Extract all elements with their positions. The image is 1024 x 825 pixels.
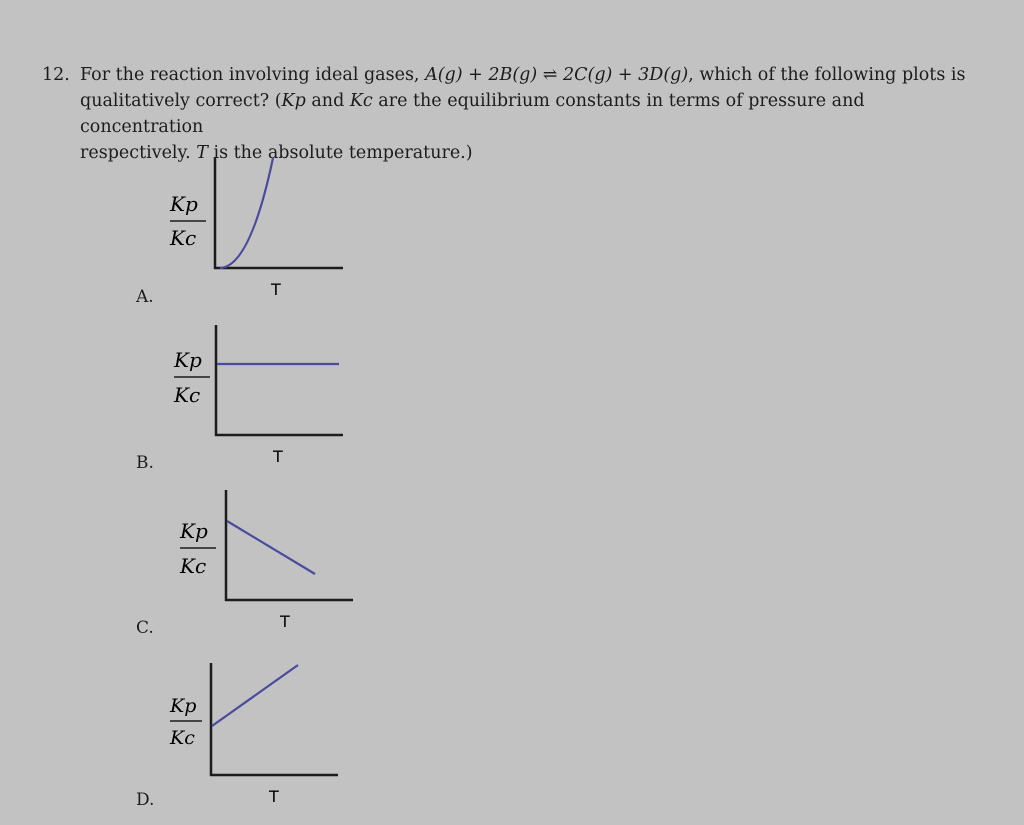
y-label-numerator: Kp <box>180 519 208 543</box>
option-b[interactable] <box>130 315 360 480</box>
question-text-part: qualitatively correct? ( <box>80 91 282 111</box>
x-label: T <box>280 612 290 631</box>
question-line-1 <box>80 62 980 88</box>
plot-d <box>130 650 360 815</box>
kp-symbol: Kp <box>281 91 306 111</box>
option-label: D. <box>136 790 155 810</box>
question-text-part: are the equilibrium constants in terms of pressure and concentration <box>80 91 865 137</box>
question-number: 12. <box>42 65 70 85</box>
plot-a <box>130 145 360 315</box>
y-label-numerator: Kp <box>170 192 198 216</box>
plot-curve <box>212 665 298 726</box>
question-line-2 <box>80 88 980 140</box>
x-label: T <box>269 787 279 806</box>
y-label-numerator: Kp <box>170 695 197 717</box>
question-text-part: respectively. <box>80 143 197 163</box>
plot-c <box>130 480 365 645</box>
y-label-numerator: Kp <box>174 348 202 372</box>
x-label: T <box>273 447 283 466</box>
option-label: A. <box>136 287 154 307</box>
y-label-denominator: Kc <box>170 727 195 749</box>
option-a[interactable] <box>130 145 360 315</box>
reaction-equation: A(g) + 2B(g) ⇌ 2C(g) + 3D(g) <box>425 65 689 85</box>
kc-symbol: Kc <box>349 91 373 111</box>
option-d[interactable] <box>130 650 360 815</box>
option-label: B. <box>136 453 154 473</box>
option-c[interactable] <box>130 480 365 645</box>
question-text-part: is the absolute temperature.) <box>207 143 473 163</box>
plot-curve <box>220 158 273 268</box>
x-label: T <box>271 280 281 299</box>
plot-b <box>130 315 360 480</box>
question-text-part: , which of the following plots is <box>688 65 966 85</box>
t-symbol: T <box>196 143 208 163</box>
y-label-denominator: Kc <box>174 383 201 407</box>
y-label-denominator: Kc <box>180 554 207 578</box>
question-text-part: For the reaction involving ideal gases, <box>80 65 426 85</box>
y-label-denominator: Kc <box>170 226 197 250</box>
question-text-part: and <box>305 91 350 111</box>
plot-curve <box>227 521 315 574</box>
option-label: C. <box>136 618 154 638</box>
